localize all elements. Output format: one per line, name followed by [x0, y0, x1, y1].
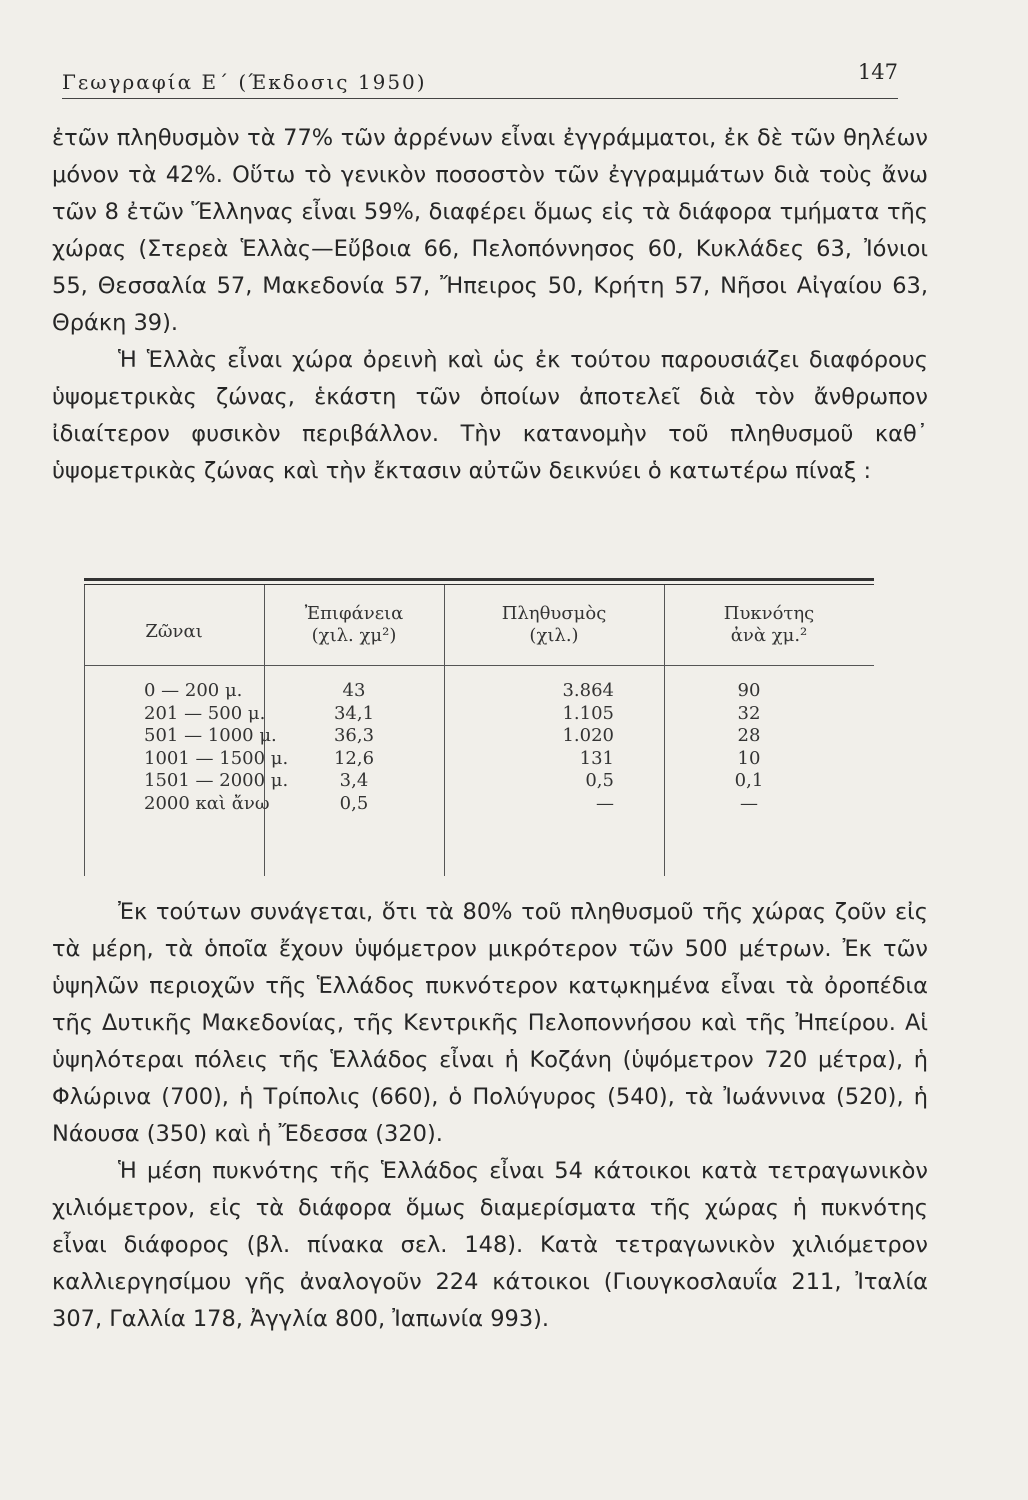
cell-density: 28 [737, 725, 761, 746]
header-area-line1: Ἐπιφάνεια [304, 603, 404, 624]
cell-density: — [740, 792, 758, 814]
cell-area: 0,5 [339, 792, 369, 814]
header-density-line2: ἀνὰ χμ.² [730, 625, 808, 646]
cell-population: 3.864 [562, 680, 614, 701]
table-vline [84, 666, 85, 876]
cell-population: 131 [579, 747, 614, 769]
header-population-line1: Πληθυσμὸς [501, 603, 607, 624]
cell-density: 90 [737, 680, 761, 701]
cell-zone: 1501 — 2000 μ. [144, 770, 289, 791]
header-density-line1: Πυκνότης [723, 603, 815, 624]
cell-area: 34,1 [333, 702, 375, 724]
header-zones: Ζῶναι [145, 621, 203, 642]
paragraph-density: Ἡ μέση πυκνότης τῆς Ἑλλάδος εἶναι 54 κάτοικοι κατὰ τετραγωνικὸν χιλιόμετρον, εἰς τὰ διάφορα ὅμως διαμερίσματα τῆς χώρας ἡ πυκνότης εἶναι διάφορος (βλ. πίνακα σελ. 148). Κατὰ τετραγωνικὸν χιλιόμετρον καλλιεργησίμου γῆς ἀναλογοῦν 224 κάτοικοι (Γιουγκοσλαυΐα 211, Ἰταλία 307, Γαλλία 178, Ἀγγλία 800, Ἰαπωνία 993). [52, 1158, 928, 1332]
cell-area: 43 [342, 680, 366, 701]
cell-population: 1.020 [562, 725, 614, 746]
header-area [264, 603, 444, 647]
header-area-line2: (χιλ. χμ²) [311, 625, 397, 646]
table-vline [444, 666, 445, 876]
cell-zone: 1001 — 1500 μ. [144, 747, 289, 769]
cell-population: — [596, 792, 614, 814]
cell-density: 32 [737, 702, 761, 724]
altitude-zones-table [84, 578, 874, 876]
column-density [664, 680, 834, 815]
cell-zone: 0 — 200 μ. [144, 680, 243, 701]
cell-zone: 2000 καὶ ἄνω [144, 792, 270, 814]
paragraph-conclusions: Ἐκ τούτων συνάγεται, ὅτι τὰ 80% τοῦ πληθυσμοῦ τῆς χώρας ζοῦν εἰς τὰ μέρη, τὰ ὁποῖα ἔχουν ὑψόμετρον μικρότερον τῶν 500 μέτρων. Ἐκ τῶν ὑψηλῶν περιοχῶν τῆς Ἑλλάδος πυκνότερον κατῳκημένα εἶναι τὰ ὀροπέδια τῆς Δυτικῆς Μακεδονίας, τῆς Κεντρικῆς Πελοποννήσου καὶ τῆς Ἠπείρου. Αἱ ὑψηλότεραι πόλεις τῆς Ἑλλάδος εἶναι ἡ Κοζάνη (ὑψόμετρον 720 μέτρα), ἡ Φλώρινα (700), ἡ Τρίπολις (660), ὁ Πολύγυρος (540), τὰ Ἰωάννινα (520), ἡ Νάουσα (350) καὶ ἡ Ἔδεσσα (320). [52, 899, 928, 1147]
cell-zone: 201 — 500 μ. [144, 702, 266, 724]
table-header [84, 585, 874, 665]
table-top-rule [84, 578, 874, 581]
paragraph-altitude-zones: Ἡ Ἑλλὰς εἶναι χώρα ὀρεινὴ καὶ ὡς ἐκ τούτου παρουσιάζει διαφόρους ὑψομετρικὰς ζώνας, ἑκάστη τῶν ὁποίων ἀποτελεῖ διὰ τὸν ἄνθρωπον ἰδιαίτερον φυσικὸν περιβάλλον. Τὴν κατανομὴν τοῦ πληθυσμοῦ καθ᾽ ὑψομετρικὰς ζώνας καὶ τὴν ἔκτασιν αὐτῶν δεικνύει ὁ κατωτέρω πίναξ : [52, 347, 928, 484]
cell-population: 1.105 [562, 702, 614, 724]
text-block-bottom [52, 894, 928, 1338]
cell-area: 12,6 [333, 747, 375, 769]
cell-density: 10 [737, 747, 761, 769]
header-population [444, 603, 664, 647]
page-number: 147 [857, 60, 898, 84]
text-block-top [52, 120, 928, 490]
cell-population: 0,5 [585, 770, 614, 791]
cell-area: 36,3 [333, 725, 375, 746]
header-density [664, 603, 874, 647]
table-body [84, 666, 874, 876]
column-population [504, 680, 614, 815]
paragraph-literacy: ἐτῶν πληθυσμὸν τὰ 77% τῶν ἀρρένων εἶναι ἐγγράμματοι, ἐκ δὲ τῶν θηλέων μόνον τὰ 42%. Οὕτω τὸ γενικὸν ποσοστὸν τῶν ἐγγραμμάτων διὰ τοὺς ἄνω τῶν 8 ἐτῶν Ἕλληνας εἶναι 59%, διαφέρει ὅμως εἰς τὰ διάφορα τμήματα τῆς χώρας (Στερεὰ Ἑλλὰς—Εὔβοια 66, Πελοπόννησος 60, Κυκλάδες 63, Ἰόνιοι 55, Θεσσαλία 57, Μακεδονία 57, Ἤπειρος 50, Κρήτη 57, Νῆσοι Αἰγαίου 63, Θράκη 39). [52, 125, 928, 336]
running-title: Γεωγραφία Ε΄ (Έκδοσις 1950) [62, 70, 427, 94]
header-rule [62, 98, 898, 99]
header-population-line2: (χιλ.) [529, 625, 579, 646]
cell-density: 0,1 [734, 770, 764, 791]
cell-zone: 501 — 1000 μ. [144, 725, 277, 746]
cell-area: 3,4 [339, 770, 369, 791]
column-area [264, 680, 444, 815]
